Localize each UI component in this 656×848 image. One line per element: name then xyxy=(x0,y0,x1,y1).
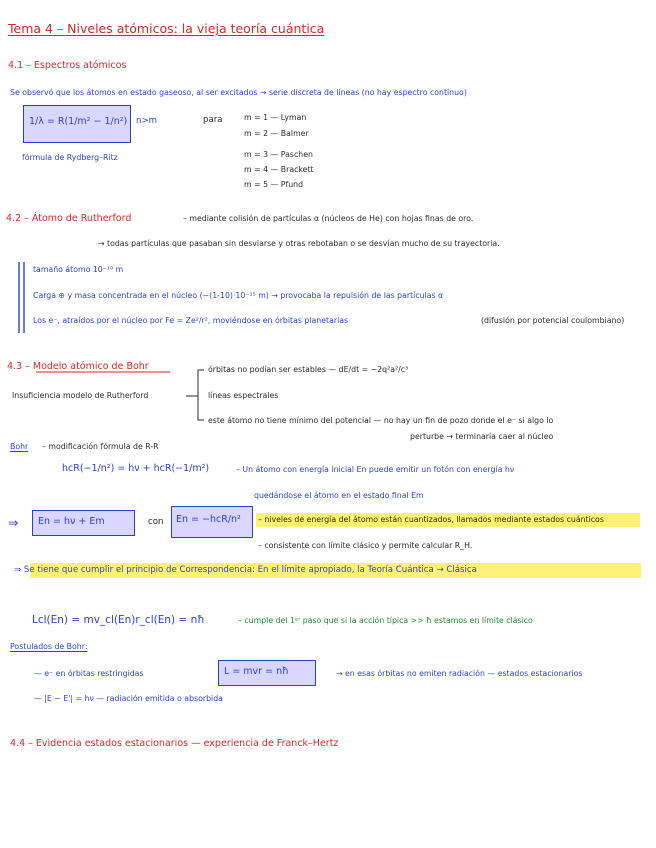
rutherford-line-1: – mediante colisión de partículas α (núcleos de He) con hojas finas de oro. xyxy=(183,214,474,223)
angular-momentum-description: – cumple del 1ᵉʳ paso que si la acción típica >> ħ estamos en límite clásico xyxy=(238,616,533,625)
page-title: Tema 4 – Niveles atómicos: la vieja teoría cuántica xyxy=(8,21,325,36)
para-label: para xyxy=(203,115,223,125)
series-pfund: m = 5 — Pfund xyxy=(244,180,304,189)
rutherford-coulomb-note: (difusión por potencial coulombiano) xyxy=(481,316,625,325)
bohr-equation-description-2: quedándose el átomo en el estado final Em xyxy=(254,491,424,500)
section-4-2-heading: 4.2 – Átomo de Rutherford xyxy=(6,213,132,224)
classical-limit-note: – consistente con límite clásico y permite calcular R_H. xyxy=(258,541,473,550)
section-4-3-heading: 4.3 – Modelo atómico de Bohr xyxy=(7,361,149,372)
rutherford-bullet-size: tamaño átomo 10⁻¹⁰ m xyxy=(33,265,124,274)
bohr-postulates-heading: Postulados de Bohr: xyxy=(10,642,88,651)
insufficiency-potential: este átomo no tiene mínimo del potencial — no hay un fin de pozo donde el e⁻ si algo lo xyxy=(208,416,554,425)
implies-arrow: ⇒ xyxy=(8,515,19,530)
series-lyman: m = 1 — Lyman xyxy=(244,113,307,122)
series-paschen: m = 3 — Paschen xyxy=(244,150,313,159)
insufficiency-potential-cont: perturbe → terminaría caer al núcleo xyxy=(410,432,554,441)
insufficiency-orbits: órbitas no podían ser estables — dE/dt = −2q²a²/c³ xyxy=(208,365,409,374)
series-balmer: m = 2 — Balmer xyxy=(244,129,309,138)
rydberg-formula: 1/λ = R(1/m² − 1/n²) xyxy=(29,116,128,127)
rutherford-insufficiency: Insuficiencia modelo de Rutherford xyxy=(12,391,149,400)
rutherford-bullet-charge: Carga ⊕ y masa concentrada en el núcleo (~(1-10)·10⁻¹⁵ m) → provocaba la repulsión de las partículas α xyxy=(33,291,444,300)
spectra-bullet: Se observó que los átomos en estado gaseoso, al ser excitados → serie discreta de líneas (no hay espectro continuo) xyxy=(10,88,467,97)
bohr-label: Bohr xyxy=(10,442,29,451)
section-4-1-heading: 4.1 – Espectros atómicos xyxy=(8,60,127,71)
section-4-4-heading: 4.4 – Evidencia estados estacionarios — experiencia de Franck–Hertz xyxy=(10,738,339,749)
bohr-modification: – modificación fórmula de R-R xyxy=(42,442,159,451)
con-label: con xyxy=(148,517,164,527)
rydberg-formula-name: fórmula de Rydberg–Ritz xyxy=(22,153,118,162)
rutherford-line-2: → todas partículas que pasaban sin desviarse y otras rebotaban o se desvían mucho de su trayectoria. xyxy=(98,239,500,248)
angular-momentum-box-text: L = mvr = nħ xyxy=(224,666,289,677)
bohr-equation-description: – Un átomo con energía inicial En puede emitir un fotón con energía hν xyxy=(236,465,515,474)
bohr-energy-equation: hcR(−1/n²) = hν + hcR(−1/m²) xyxy=(62,463,210,474)
correspondence-principle: ⇒ Se tiene que cumplir el principio de Correspondencia: En el límite apropiado, la Teoría Cuántica → Clásica xyxy=(14,565,477,575)
energy-box-1-text: En = hν + Em xyxy=(38,516,105,527)
rutherford-bullet-electrons: Los e⁻, atraídos por el núcleo por Fe = Ze²/r², moviéndose en órbitas planetarias xyxy=(33,316,349,325)
quantized-levels-note: – niveles de energía del átomo están cuantizados, llamados mediante estados cuánticos xyxy=(258,515,604,524)
postulate-2: — |E − E'| = hν — radiación emitida o absorbida xyxy=(34,694,223,703)
postulate-1-description: → en esas órbitas no emiten radiación — estados estacionarios xyxy=(336,669,583,678)
series-brackett: m = 4 — Brackett xyxy=(244,165,314,174)
energy-box-2-text: En = −hcR/n² xyxy=(176,514,241,525)
angular-momentum-equation: Lcl(En) = mv_cl(En)r_cl(En) = nħ xyxy=(32,614,205,626)
insufficiency-lines: líneas espectrales xyxy=(208,391,279,400)
rydberg-condition: n>m xyxy=(136,116,158,126)
postulate-1: — e⁻ en órbitas restringidas xyxy=(34,669,144,678)
